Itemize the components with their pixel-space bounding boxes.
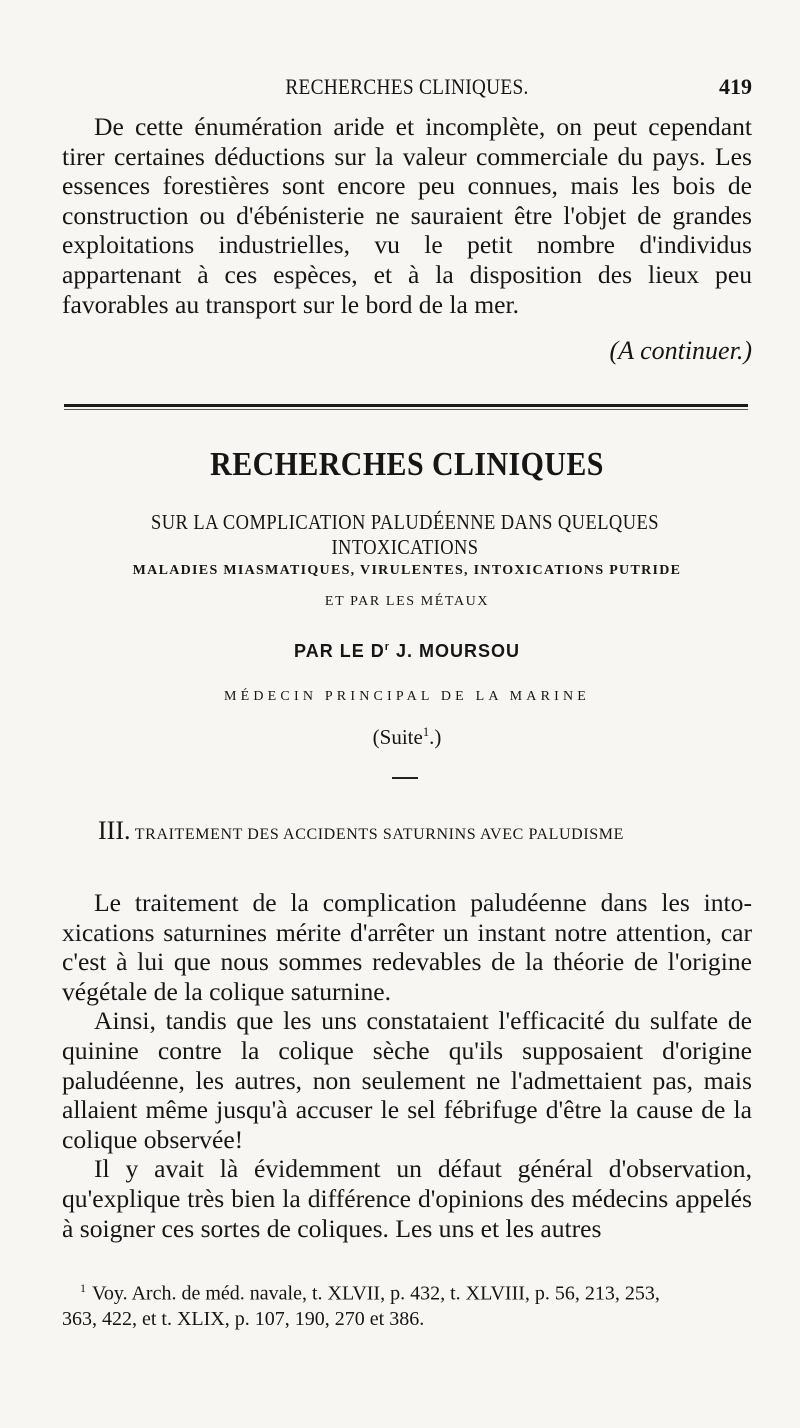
section-numeral: III. (98, 816, 131, 845)
short-dash-divider (392, 777, 418, 779)
suite-close: .) (429, 725, 442, 749)
text-line: xications saturnines mérite d'arrêter un instant notre attention, (62, 917, 712, 947)
body-paragraph-3 (62, 1154, 752, 1243)
text-line: cause de la colique observée! (62, 1095, 753, 1154)
text-line: Ainsi, tandis que les uns constataient l'efficacité du sulfate (94, 1006, 719, 1036)
article-subtitle-line-1: MALADIES MIASMATIQUES, VIRULENTES, INTOXICATIONS PUTRIDE (132, 563, 682, 578)
paragraph-text (62, 112, 752, 319)
author-prefix: PAR LE D (294, 641, 385, 661)
text-line: de grandes exploitations industrielles, vu le petit nombre (62, 200, 752, 260)
section-heading (98, 816, 778, 846)
running-head-title: RECHERCHES CLINIQUES. (285, 74, 529, 99)
text-line: Il y avait là évidemment un défaut général d'observation, (94, 1154, 752, 1184)
text-line: de quinine contre la colique sèche qu'ils supposaient d'origine (62, 1006, 752, 1065)
footnote-line-1 (62, 1276, 752, 1307)
footnote (62, 1276, 752, 1332)
body-text (62, 888, 752, 1243)
article-subtitle: SUR LA COMPLICATION PALUDÉENNE DANS QUELQUES INTOXICATIONS (151, 510, 659, 559)
section-divider-thin (64, 409, 748, 410)
body-paragraph-1 (62, 888, 752, 1006)
intro-paragraph (62, 112, 752, 319)
section-title: TRAITEMENT DES ACCIDENTS SATURNINS AVEC PALUDISME (134, 826, 624, 843)
text-line: appelés à soigner ces sortes de coliques. Les uns et les autres (62, 1183, 752, 1243)
body-paragraph-2 (62, 1006, 752, 1154)
author-rank: MÉDECIN PRINCIPAL DE LA MARINE (223, 689, 591, 704)
text-line: bois de construction ou d'ébénisterie ne sauraient être l'objet (62, 171, 752, 230)
text-line: l'origine végétale de la colique saturnine. (62, 947, 752, 1006)
suite-text: (Suite (372, 725, 423, 749)
text-line: qu'explique très bien la différence d'opinions des médecins (62, 1183, 669, 1213)
suite-note (62, 725, 752, 750)
text-line: mais allaient même jusqu'à accuser le sel fébrifuge d'être la (62, 1065, 752, 1125)
text-line: car c'est à lui que nous sommes redevables de la théorie de (62, 917, 752, 977)
text-line: Les essences forestières sont encore peu connues, mais les (62, 141, 752, 201)
footnote-text-1: Voy. Arch. de méd. navale, t. XLVII, p. 432, t. XLVIII, p. 56, 213, 253, (92, 1282, 660, 1305)
author-name: J. MOURSOU (395, 641, 520, 661)
continuation-note: (A continuer.) (609, 336, 752, 365)
article-title: RECHERCHES CLINIQUES (210, 446, 604, 483)
text-line: paludéenne, les autres, non seulement ne l'admettaient pas, (62, 1065, 694, 1095)
section-divider (64, 404, 748, 407)
footnote-line-2: 363, 422, et t. XLIX, p. 107, 190, 270 et 386. (62, 1307, 425, 1330)
article-subtitle-line-2: ET PAR LES MÉTAUX (324, 594, 490, 609)
running-head (62, 74, 752, 104)
text-line: Le traitement de la complication paludéenne dans les into- (94, 888, 752, 917)
footnote-mark: 1 (80, 1281, 86, 1295)
footnote-reference: 1 (422, 725, 430, 739)
text-line: De cette énumération aride et incomplète, on peut cependant (94, 112, 752, 141)
text-line: lieux peu favorables au transport sur le bord de la mer. (62, 259, 752, 319)
text-line: tirer certaines déductions sur la valeur commerciale du pays. (62, 141, 706, 171)
author-line (62, 641, 752, 662)
author-prefix-sup: r (384, 641, 390, 653)
text-line: d'individus appartenant à ces espèces, et à la disposition des (62, 230, 752, 289)
page-number: 419 (719, 74, 752, 99)
